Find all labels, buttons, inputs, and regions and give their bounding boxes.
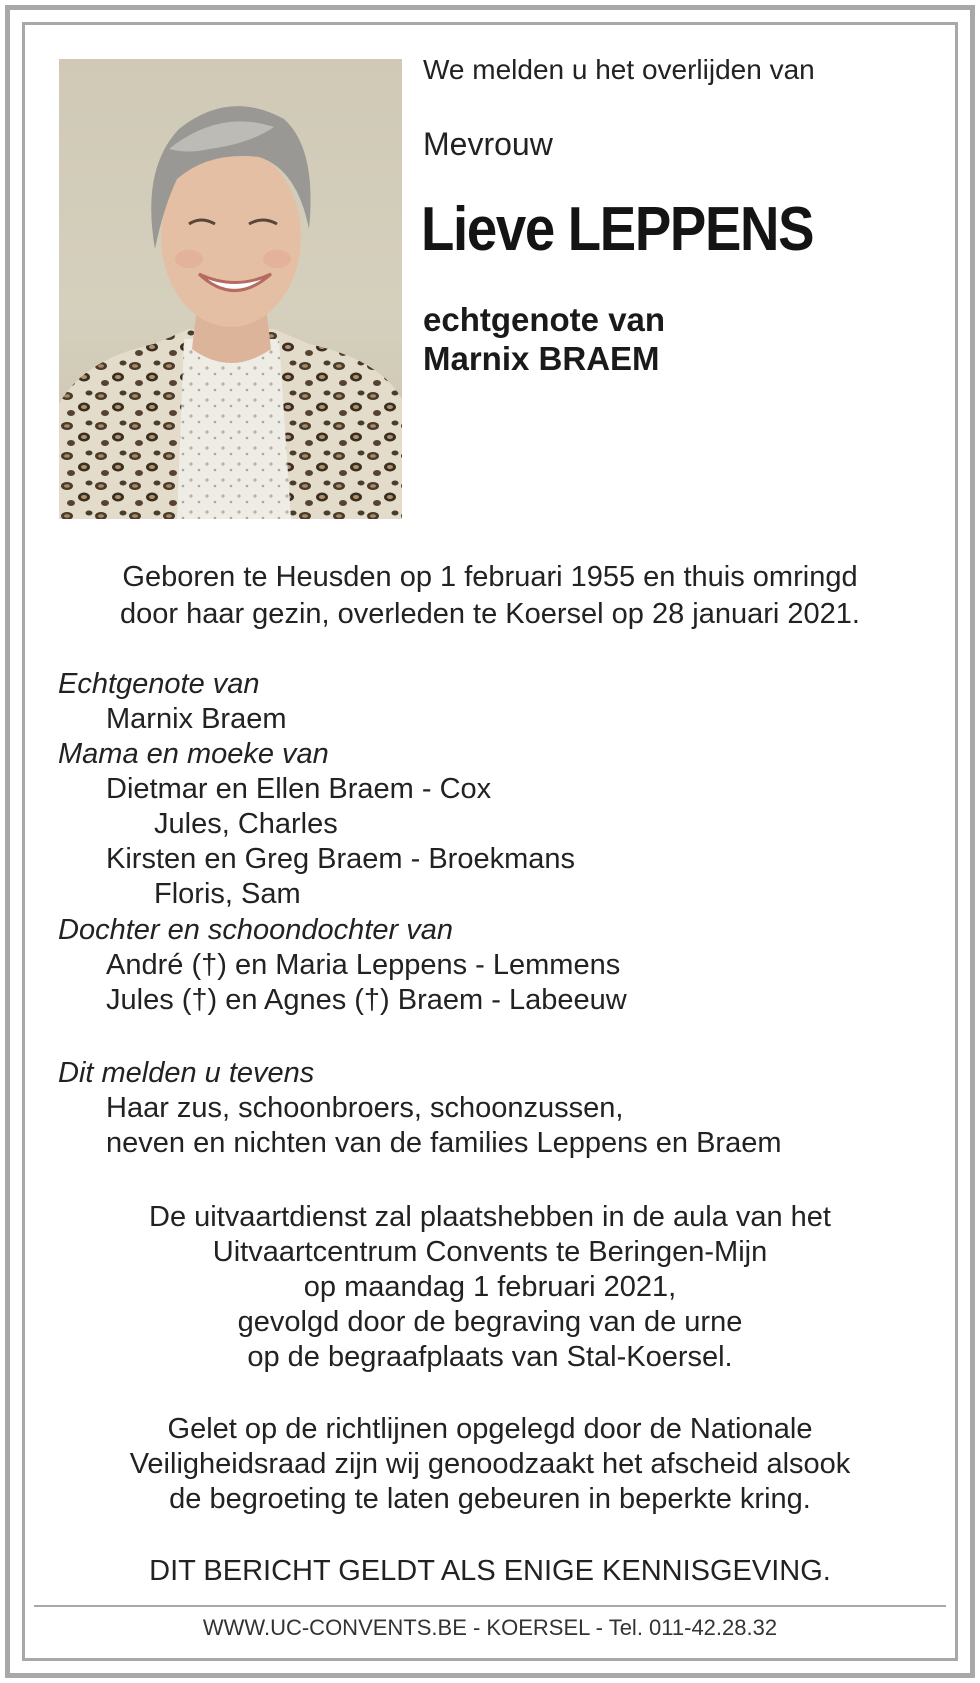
birth-death-line-2: door haar gezin, overleden te Koersel op 28 januari 2021. bbox=[119, 598, 860, 630]
service-line-4: gevolgd door de begraving van de urne bbox=[237, 1306, 743, 1338]
covid-line-2: Veiligheidsraad zijn wij genoodzaakt het afscheid alsook bbox=[129, 1448, 851, 1480]
spouse-name: Marnix BRAEM bbox=[423, 340, 660, 377]
family-member: Kirsten en Greg Braem - Broekmans bbox=[106, 843, 576, 875]
footer-contact: WWW.UC-CONVENTS.BE - KOERSEL - Tel. 011-42.28.32 bbox=[202, 1615, 778, 1640]
heading-wife-of: Echtgenote van bbox=[58, 668, 260, 700]
grandchildren: Floris, Sam bbox=[154, 878, 301, 910]
family-member: Jules (†) en Agnes (†) Braem - Labeeuw bbox=[106, 984, 627, 1016]
service-line-1: De uitvaartdienst zal plaatshebben in de aula van het bbox=[149, 1201, 831, 1233]
deceased-name: Lieve LEPPENS bbox=[421, 195, 814, 264]
service-line-5: op de begraafplaats van Stal-Koersel. bbox=[247, 1341, 733, 1373]
footer-divider bbox=[34, 1605, 946, 1607]
family-member: Dietmar en Ellen Braem - Cox bbox=[106, 773, 492, 805]
covid-line-3: de begroeting te laten gebeuren in beperkte kring. bbox=[169, 1483, 811, 1515]
service-line-2: Uitvaartcentrum Convents te Beringen-Mijn bbox=[212, 1236, 768, 1268]
grandchildren: Jules, Charles bbox=[154, 808, 338, 840]
family-member: Marnix Braem bbox=[106, 703, 287, 735]
portrait-photo bbox=[59, 59, 402, 519]
spouse-label: echtgenote van bbox=[423, 301, 666, 338]
family-member: André (†) en Maria Leppens - Lemmens bbox=[106, 949, 621, 981]
heading-mother-of: Mama en moeke van bbox=[58, 738, 329, 770]
covid-line-1: Gelet op de richtlijnen opgelegd door de Nationale bbox=[167, 1413, 813, 1445]
heading-also-announce: Dit melden u tevens bbox=[58, 1057, 315, 1089]
birth-death-line-1: Geboren te Heusden op 1 februari 1955 en thuis omringd bbox=[122, 561, 858, 593]
intro-text: We melden u het overlijden van bbox=[423, 54, 815, 85]
closing-statement: DIT BERICHT GELDT ALS ENIGE KENNISGEVING. bbox=[149, 1555, 831, 1587]
relatives-line-2: neven en nichten van de families Leppens en Braem bbox=[106, 1127, 782, 1159]
service-line-3: op maandag 1 februari 2021, bbox=[303, 1271, 677, 1303]
honorific: Mevrouw bbox=[423, 126, 553, 162]
heading-daughter-of: Dochter en schoondochter van bbox=[58, 914, 453, 946]
relatives-line-1: Haar zus, schoonbroers, schoonzussen, bbox=[106, 1092, 624, 1124]
